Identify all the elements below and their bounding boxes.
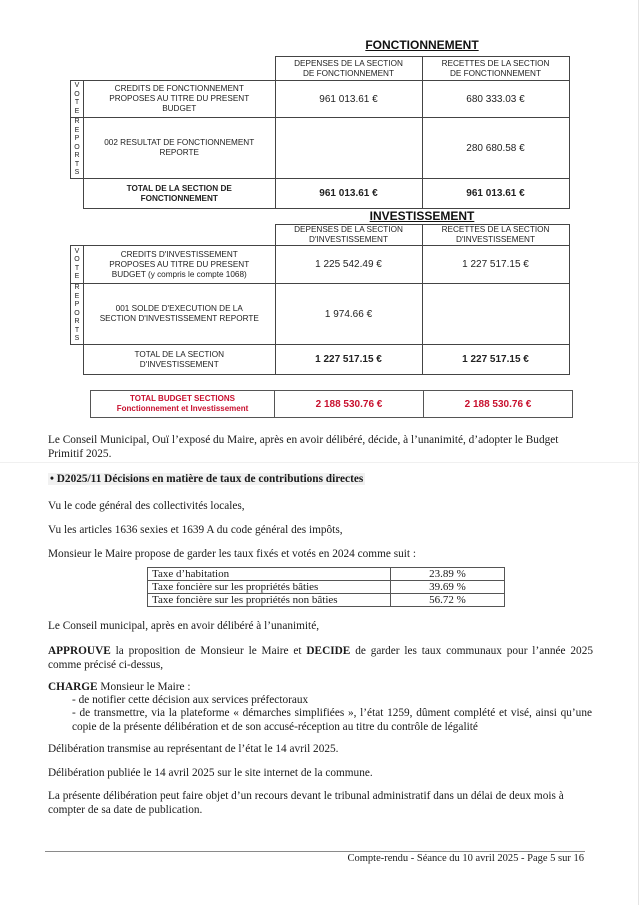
table-investissement xyxy=(70,224,570,375)
cell-recettes: 680 333.03 € xyxy=(422,81,569,118)
deliberation-heading: • D2025/11 Décisions en matière de taux de contributions directes xyxy=(50,473,364,485)
grand-total-label: TOTAL BUDGET SECTIONS Fonctionnement et Investissement xyxy=(91,391,275,418)
section-title-investissement: INVESTISSEMENT xyxy=(369,209,475,223)
cell-depenses: 961 013.61 € xyxy=(275,81,422,118)
table-row xyxy=(148,568,505,581)
header-recettes-fonctionnement: RECETTES DE LA SECTION DE FONCTIONNEMENT xyxy=(422,57,569,81)
page-footer: Compte-rendu - Séance du 10 avril 2025 - Page 5 sur 16 xyxy=(347,853,584,864)
row-label: 001 SOLDE D'EXECUTION DE LA SECTION D'INVESTISSEMENT REPORTE xyxy=(84,284,276,345)
total-row xyxy=(71,179,570,209)
rate-label: Taxe foncière sur les propriétés non bâties xyxy=(148,594,391,607)
total-depenses: 1 227 517.15 € xyxy=(275,345,422,375)
charge-item: - de transmettre, via la plateforme « démarches simplifiées », l’état 1259, dûment complété et visé, ainsi qu’une copie de la présente délibération et de son accusé-réception au titre du contrôle de légalité xyxy=(72,707,592,733)
total-depenses: 961 013.61 € xyxy=(275,179,422,209)
vote-label: V O T E xyxy=(71,246,84,284)
adoption-paragraph: Le Conseil Municipal, Ouï l’exposé du Maire, après en avoir délibéré, décide, à l’unanimité, d’adopter le Budget Primitif 2025. xyxy=(48,434,559,460)
grand-total-depenses: 2 188 530.76 € xyxy=(275,391,424,418)
footer-divider xyxy=(45,851,585,852)
page-edge xyxy=(638,0,639,905)
transmission-note: Délibération transmise au représentant de l’état le 14 avril 2025. xyxy=(48,743,339,755)
grand-total-recettes: 2 188 530.76 € xyxy=(424,391,573,418)
table-row xyxy=(71,246,570,284)
grand-total-table xyxy=(90,390,573,418)
cell-depenses xyxy=(275,118,422,179)
council-statement: Le Conseil municipal, après en avoir délibéré à l’unanimité, xyxy=(48,620,320,632)
rate-value: 56.72 % xyxy=(391,594,505,607)
recours-paragraph: La présente délibération peut faire objet d’un recours devant le tribunal administratif dans un délai de deux mois à compter de sa date de publication. xyxy=(48,790,564,816)
reports-label: R E P O R T S xyxy=(71,284,84,345)
total-label: TOTAL DE LA SECTION D'INVESTISSEMENT xyxy=(84,345,276,375)
table-row xyxy=(148,581,505,594)
rate-value: 39.69 % xyxy=(391,581,505,594)
rate-label: Taxe d’habitation xyxy=(148,568,391,581)
reports-label: R E P O R T S xyxy=(71,118,84,179)
maire-proposal: Monsieur le Maire propose de garder les taux fixés et votés en 2024 comme suit : xyxy=(48,548,416,560)
cell-depenses: 1 974.66 € xyxy=(275,284,422,345)
total-row xyxy=(71,345,570,375)
charge-paragraph: CHARGE Monsieur le Maire : xyxy=(48,681,191,693)
table-row xyxy=(148,594,505,607)
rate-label: Taxe foncière sur les propriétés bâties xyxy=(148,581,391,594)
header-depenses-fonctionnement: DEPENSES DE LA SECTION DE FONCTIONNEMENT xyxy=(275,57,422,81)
vu-articles-impots: Vu les articles 1636 sexies et 1639 A du code général des impôts, xyxy=(48,524,343,536)
row-label: CREDITS DE FONCTIONNEMENT PROPOSES AU TITRE DU PRESENT BUDGET xyxy=(84,81,276,118)
total-recettes: 961 013.61 € xyxy=(422,179,569,209)
cell-depenses: 1 225 542.49 € xyxy=(275,246,422,284)
vu-code-collectivites: Vu le code général des collectivités locales, xyxy=(48,500,245,512)
table-row xyxy=(71,284,570,345)
charge-item: - de notifier cette décision aux services préfectoraux xyxy=(72,694,309,706)
scan-artifact-line xyxy=(0,462,640,463)
cell-recettes: 280 680.58 € xyxy=(422,118,569,179)
table-row xyxy=(71,118,570,179)
header-depenses-investissement: DEPENSES DE LA SECTION D'INVESTISSEMENT xyxy=(275,225,422,246)
rate-value: 23.89 % xyxy=(391,568,505,581)
header-recettes-investissement: RECETTES DE LA SECTION D'INVESTISSEMENT xyxy=(422,225,569,246)
table-row xyxy=(71,81,570,118)
cell-recettes xyxy=(422,284,569,345)
total-recettes: 1 227 517.15 € xyxy=(422,345,569,375)
vote-label: V O T E xyxy=(71,81,84,118)
tax-rates-table xyxy=(147,567,505,607)
cell-recettes: 1 227 517.15 € xyxy=(422,246,569,284)
section-title-fonctionnement: FONCTIONNEMENT xyxy=(365,38,479,52)
total-label: TOTAL DE LA SECTION DE FONCTIONNEMENT xyxy=(84,179,276,209)
table-fonctionnement xyxy=(70,56,570,209)
publication-note: Délibération publiée le 14 avril 2025 sur le site internet de la commune. xyxy=(48,767,373,779)
approuve-paragraph: APPROUVE la proposition de Monsieur le Maire et DECIDE de garder les taux communaux pour l’année 2025 comme précisé ci-dessus, xyxy=(48,645,593,671)
row-label: CREDITS D'INVESTISSEMENT PROPOSES AU TITRE DU PRESENT BUDGET (y compris le compte 1068) xyxy=(84,246,276,284)
row-label: 002 RESULTAT DE FONCTIONNEMENT REPORTE xyxy=(84,118,276,179)
